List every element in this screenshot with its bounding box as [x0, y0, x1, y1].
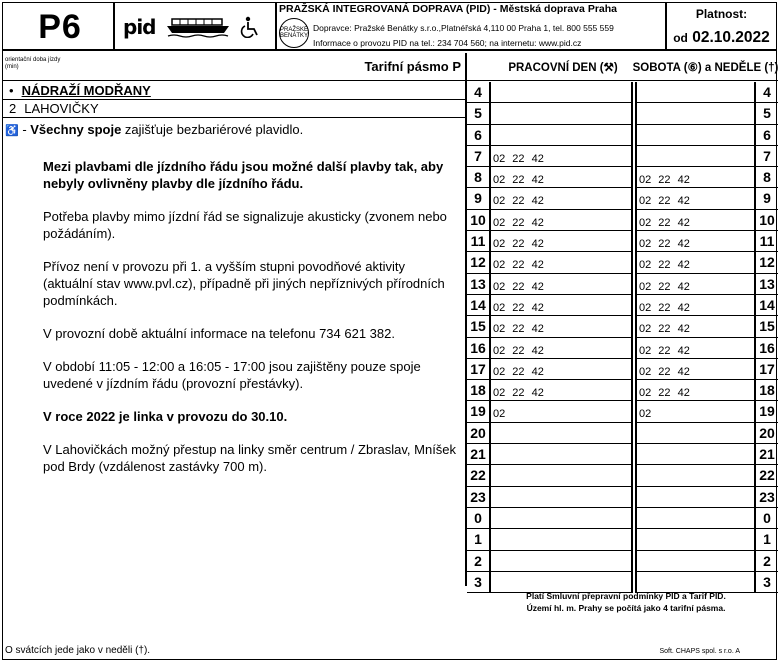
weekend-minutes: 02 22 42 [635, 316, 756, 337]
pid-logo: pid [123, 15, 156, 39]
timetable-sheet [2, 2, 777, 660]
table-row [467, 295, 778, 316]
stop-list [3, 82, 465, 118]
table-row [467, 125, 778, 146]
hour-right: 4 [756, 82, 778, 103]
weekend-minutes [635, 103, 756, 124]
workday-minutes [491, 103, 633, 124]
hour-left: 16 [467, 338, 491, 359]
weekend-minutes: 02 [635, 401, 756, 422]
hour-left: 2 [467, 551, 491, 572]
header-icons [115, 3, 277, 51]
note-flood: Přívoz není v provozu při 1. a vyšším stupni povodňové aktivity (aktuální stav www.pvl.cz), případně při jiných nepříznivých přírodních podmínkách. [43, 259, 445, 308]
hour-right: 20 [756, 423, 778, 444]
table-row [467, 401, 778, 422]
hour-left: 1 [467, 529, 491, 550]
validity-date-value: 02.10.2022 [692, 29, 770, 46]
weekend-minutes [635, 508, 756, 529]
hour-right: 17 [756, 359, 778, 380]
validity-label: Platnost: [695, 7, 748, 21]
stop-item [3, 100, 465, 118]
table-row [467, 167, 778, 188]
weekend-minutes [635, 82, 756, 103]
tariff-note-line: Platí Smluvní přepravní podmínky PID a Tarif PID. [526, 591, 726, 601]
operator-info [277, 3, 667, 51]
table-row [467, 82, 778, 103]
weekend-minutes [635, 125, 756, 146]
weekend-minutes [635, 529, 756, 550]
workday-minutes: 02 22 42 [491, 252, 633, 273]
hour-right: 15 [756, 316, 778, 337]
validity [667, 3, 776, 51]
hour-right: 3 [756, 572, 778, 593]
weekend-minutes: 02 22 42 [635, 295, 756, 316]
workday-minutes: 02 22 42 [491, 167, 633, 188]
table-row [467, 316, 778, 337]
hour-right: 11 [756, 231, 778, 252]
workday-minutes: 02 22 42 [491, 231, 633, 252]
hour-left: 17 [467, 359, 491, 380]
hour-left: 19 [467, 401, 491, 422]
table-row [467, 146, 778, 167]
table-row [467, 465, 778, 486]
hour-left: 18 [467, 380, 491, 401]
weekend-minutes [635, 146, 756, 167]
hour-right: 2 [756, 551, 778, 572]
tariff-note [481, 590, 771, 614]
weekend-minutes: 02 22 42 [635, 252, 756, 273]
note-extra-trips: Mezi plavbami dle jízdního řádu jsou možné další plavby tak, aby nebyly ovlivněny plavby dle jízdního řádu. [43, 159, 444, 191]
workday-minutes [491, 551, 633, 572]
header-weekend: SOBOTA (⑥) a NEDĚLE (†) [632, 62, 779, 74]
ferry-icon [166, 16, 230, 38]
workday-minutes: 02 22 42 [491, 359, 633, 380]
header-workday: PRACOVNÍ DEN (⚒) [508, 62, 618, 74]
hour-right: 21 [756, 444, 778, 465]
weekend-minutes: 02 22 42 [635, 274, 756, 295]
operator-line: Dopravce: Pražské Benátky s.r.o.,Platnéřská 4,110 00 Praha 1, tel. 800 555 559 [313, 23, 614, 33]
hour-right: 23 [756, 487, 778, 508]
note-accessibility: ♿ - Všechny spoje zajišťuje bezbariérové plavidlo. [5, 122, 304, 137]
workday-minutes: 02 22 42 [491, 146, 633, 167]
workday-minutes [491, 125, 633, 146]
hour-left: 11 [467, 231, 491, 252]
hour-right: 13 [756, 274, 778, 295]
weekend-minutes: 02 22 42 [635, 231, 756, 252]
weekend-minutes: 02 22 42 [635, 338, 756, 359]
hour-left: 7 [467, 146, 491, 167]
tariff-note-line: Území hl. m. Prahy se počítá jako 4 tarifní pásma. [526, 603, 726, 613]
workday-minutes [491, 529, 633, 550]
hour-right: 16 [756, 338, 778, 359]
hour-left: 13 [467, 274, 491, 295]
note-text: zajišťuje bezbariérové plavidlo. [121, 122, 304, 137]
table-row [467, 551, 778, 572]
stop-name: NÁDRAŽÍ MODŘANY [21, 83, 151, 98]
weekend-minutes [635, 487, 756, 508]
table-row [467, 380, 778, 401]
hour-left: 9 [467, 188, 491, 209]
hour-left: 21 [467, 444, 491, 465]
note-phone: V provozní době aktuální informace na telefonu 734 621 382. [43, 326, 395, 341]
table-row [467, 338, 778, 359]
hour-left: 0 [467, 508, 491, 529]
stop-item [3, 82, 465, 100]
timetable [465, 53, 779, 590]
wheelchair-icon: ♿ [5, 125, 19, 137]
table-row [467, 423, 778, 444]
hour-right: 22 [756, 465, 778, 486]
hour-left: 14 [467, 295, 491, 316]
table-row [467, 508, 778, 529]
hour-right: 7 [756, 146, 778, 167]
hour-right: 1 [756, 529, 778, 550]
workday-minutes [491, 487, 633, 508]
note-breaks: V období 11:05 - 12:00 a 16:05 - 17:00 jsou zajištěny pouze spoje uvedené v jízdním řádu (provozní přestávky). [43, 359, 421, 391]
validity-date [667, 29, 776, 47]
workday-minutes: 02 22 42 [491, 210, 633, 231]
weekend-minutes [635, 551, 756, 572]
operator-title: PRAŽSKÁ INTEGROVANÁ DOPRAVA (PID) - Městská doprava Praha [279, 3, 617, 15]
stop-marker: • [9, 83, 14, 98]
hour-right: 14 [756, 295, 778, 316]
workday-minutes: 02 22 42 [491, 188, 633, 209]
note-transfer: V Lahovičkách možný přestup na linky směr centrum / Zbraslav, Mníšek pod Brdy (vzdálenost zastávky 700 m). [43, 442, 457, 474]
table-row [467, 231, 778, 252]
table-row [467, 188, 778, 209]
hour-right: 0 [756, 508, 778, 529]
workday-minutes [491, 508, 633, 529]
table-row [467, 359, 778, 380]
weekend-minutes: 02 22 42 [635, 210, 756, 231]
table-row [467, 274, 778, 295]
hour-left: 23 [467, 487, 491, 508]
stop-name: LAHOVIČKY [24, 101, 99, 116]
software-credit: Soft. CHAPS spol. s r.o. A [659, 648, 740, 655]
operator-logo: PRAŽSKÉ BENÁTKY [279, 18, 309, 48]
hour-left: 20 [467, 423, 491, 444]
hour-right: 10 [756, 210, 778, 231]
holiday-note: O svátcích jede jako v neděli (†). [5, 645, 151, 656]
hour-left: 15 [467, 316, 491, 337]
hour-left: 3 [467, 572, 491, 593]
orientation-note: orientační doba jízdy (min) [5, 57, 61, 70]
hour-right: 9 [756, 188, 778, 209]
timetable-header [467, 53, 778, 81]
validity-prefix: od [673, 31, 688, 45]
table-row [467, 103, 778, 124]
workday-minutes [491, 465, 633, 486]
hour-right: 12 [756, 252, 778, 273]
hour-right: 18 [756, 380, 778, 401]
hour-right: 19 [756, 401, 778, 422]
workday-minutes [491, 423, 633, 444]
hour-left: 10 [467, 210, 491, 231]
hour-left: 5 [467, 103, 491, 124]
weekend-minutes [635, 465, 756, 486]
workday-minutes: 02 22 42 [491, 380, 633, 401]
table-row [467, 444, 778, 465]
table-row [467, 487, 778, 508]
note-signal: Potřeba plavby mimo jízdní řád se signalizuje akusticky (zvonem nebo požádáním). [43, 209, 447, 241]
wheelchair-icon [240, 16, 260, 38]
weekend-minutes [635, 423, 756, 444]
workday-minutes: 02 22 42 [491, 338, 633, 359]
note-bold: Všechny spoje [30, 122, 122, 137]
notes [5, 121, 457, 491]
workday-minutes: 02 22 42 [491, 274, 633, 295]
table-row [467, 252, 778, 273]
weekend-minutes: 02 22 42 [635, 188, 756, 209]
hour-right: 8 [756, 167, 778, 188]
weekend-minutes: 02 22 42 [635, 380, 756, 401]
table-row [467, 529, 778, 550]
tariff-zone: Tarifní pásmo P [364, 59, 461, 74]
stops-header [3, 53, 465, 81]
stop-marker: 2 [9, 101, 17, 116]
weekend-minutes [635, 444, 756, 465]
hour-left: 6 [467, 125, 491, 146]
weekend-minutes: 02 22 42 [635, 359, 756, 380]
line-number: P6 [7, 3, 115, 51]
workday-minutes: 02 22 42 [491, 316, 633, 337]
note-season: V roce 2022 je linka v provozu do 30.10. [43, 409, 288, 424]
info-line: Informace o provozu PID na tel.: 234 704 560; na internetu: www.pid.cz [313, 38, 582, 48]
timetable-rows [467, 82, 778, 593]
workday-minutes [491, 82, 633, 103]
weekend-minutes: 02 22 42 [635, 167, 756, 188]
hour-left: 8 [467, 167, 491, 188]
hour-left: 22 [467, 465, 491, 486]
hour-left: 12 [467, 252, 491, 273]
workday-minutes: 02 [491, 401, 633, 422]
workday-minutes: 02 22 42 [491, 295, 633, 316]
header [3, 3, 776, 51]
hour-left: 4 [467, 82, 491, 103]
hour-right: 6 [756, 125, 778, 146]
table-row [467, 210, 778, 231]
workday-minutes [491, 444, 633, 465]
hour-right: 5 [756, 103, 778, 124]
